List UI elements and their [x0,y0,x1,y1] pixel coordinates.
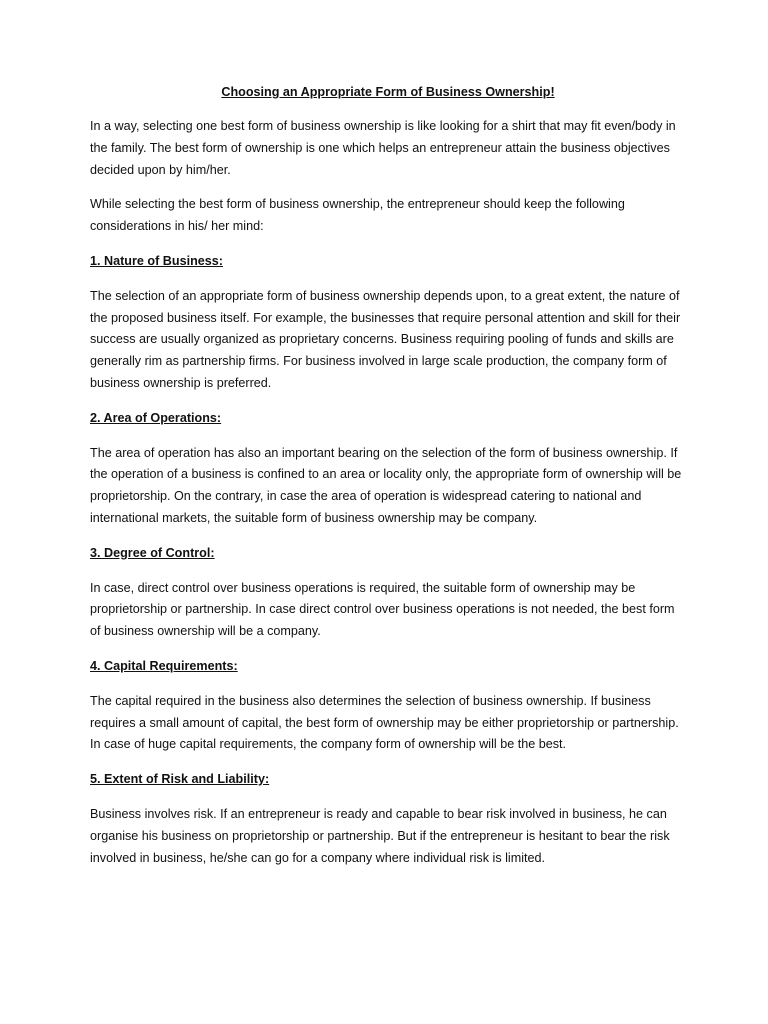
intro-paragraph-1: In a way, selecting one best form of business ownership is like looking for a shirt that may fit even/body in the family. The best form of ownership is one which helps an entrepreneur attain the business objectives decided upon by him/her. [90,119,676,177]
section-body-capital-requirements: The capital required in the business also determines the selection of business ownership. If business requires a small amount of capital, the best form of ownership may be either proprietorship or partnership. In case of huge capital requirements, the company form of ownership will be the best. [90,693,679,752]
section-heading-degree-of-control: 3. Degree of Control: [90,545,215,560]
section-heading-risk-and-liability: 5. Extent of Risk and Liability: [90,772,270,787]
section-body-nature-of-business: The selection of an appropriate form of business ownership depends upon, to a great extent, the nature of the proposed business itself. For example, the businesses that require personal attention and skill for their success are usually organized as proprietary concerns. Business requiring pooling of funds and skills are generally rim as partnership firms. For business involved in large scale production, the company form of business ownership is preferred. [90,288,681,390]
document-page [90,82,686,882]
section-heading-nature-of-business: 1. Nature of Business: [90,253,223,268]
intro-paragraph-2: While selecting the best form of business ownership, the entrepreneur should keep the following considerations in his/ her mind: [90,197,625,234]
page-title: Choosing an Appropriate Form of Business Ownership! [221,85,555,99]
section-heading-capital-requirements: 4. Capital Requirements: [90,658,238,673]
section-heading-area-of-operations: 2. Area of Operations: [90,410,222,425]
section-body-area-of-operations: The area of operation has also an important bearing on the selection of the form of business ownership. If the operation of a business is confined to an area or locality only, the appropriate form of ownership will be proprietorship. On the contrary, in case the area of operation is widespread catering to national and international markets, the suitable form of business ownership may be company. [90,445,682,525]
section-body-degree-of-control: In case, direct control over business operations is required, the suitable form of ownership may be proprietorship or partnership. In case direct control over business operations is not needed, the best form of business ownership will be a company. [90,580,675,639]
section-body-risk-and-liability: Business involves risk. If an entrepreneur is ready and capable to bear risk involved in business, he can organise his business on proprietorship or partnership. But if the entrepreneur is hesitant to bear the risk involved in business, he/she can go for a company where individual risk is limited. [90,806,670,865]
